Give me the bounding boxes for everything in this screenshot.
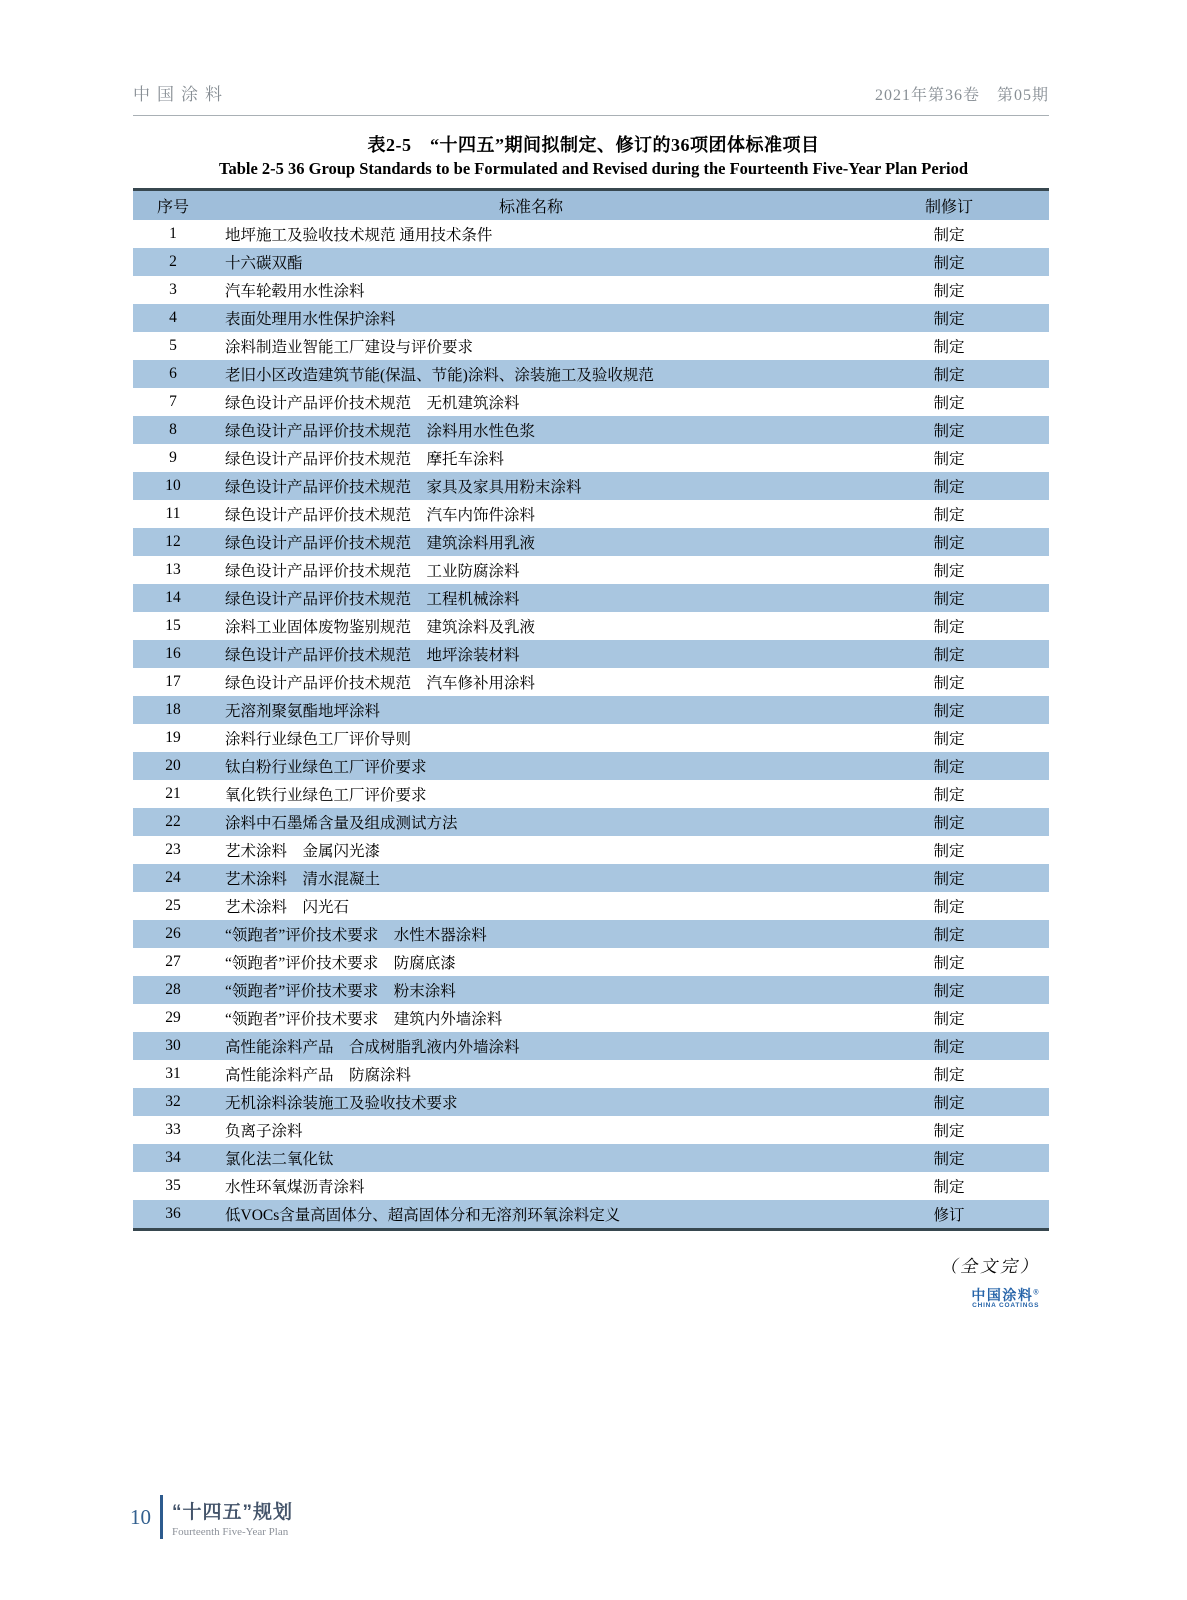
row-number: 35 xyxy=(165,1177,181,1194)
status-value: 制定 xyxy=(933,367,965,384)
status-value: 制定 xyxy=(933,703,965,720)
standard-name: 绿色设计产品评价技术规范 地坪涂装材料 xyxy=(225,647,520,664)
col-header-no: 序号 xyxy=(156,199,189,216)
table-row xyxy=(133,780,1049,808)
standards-table xyxy=(133,188,1049,1231)
row-number: 14 xyxy=(165,589,181,606)
table-row xyxy=(133,808,1049,836)
table-row xyxy=(133,752,1049,780)
row-number: 19 xyxy=(165,729,181,746)
table-row xyxy=(133,1032,1049,1060)
status-value: 制定 xyxy=(933,339,965,356)
status-value: 制定 xyxy=(933,927,965,944)
table-row xyxy=(133,1172,1049,1200)
standard-name: 十六碳双酯 xyxy=(225,255,303,272)
table-row xyxy=(133,472,1049,500)
standard-name: 汽车轮毂用水性涂料 xyxy=(225,283,365,300)
status-value: 制定 xyxy=(933,955,965,972)
row-number: 10 xyxy=(165,477,181,494)
status-value: 制定 xyxy=(933,815,965,832)
row-number: 24 xyxy=(165,869,181,886)
status-value: 制定 xyxy=(933,311,965,328)
standard-name: 氧化铁行业绿色工厂评价要求 xyxy=(225,787,427,804)
status-value: 制定 xyxy=(933,787,965,804)
standard-name: 氯化法二氧化钛 xyxy=(225,1151,334,1168)
table-row xyxy=(133,528,1049,556)
status-value: 制定 xyxy=(933,227,965,244)
table-row xyxy=(133,220,1049,248)
standard-name: 钛白粉行业绿色工厂评价要求 xyxy=(225,759,427,776)
standard-name: 绿色设计产品评价技术规范 建筑涂料用乳液 xyxy=(225,535,536,552)
row-number: 12 xyxy=(165,533,181,550)
logo-en-text: CHINA COATINGS xyxy=(972,1301,1040,1309)
china-coatings-logo xyxy=(971,1288,1040,1310)
standard-name: 绿色设计产品评价技术规范 无机建筑涂料 xyxy=(225,395,520,412)
standard-name: 高性能涂料产品 合成树脂乳液内外墙涂料 xyxy=(225,1039,520,1056)
row-number: 31 xyxy=(165,1065,181,1082)
logo-zh-text: 中国涂料® xyxy=(971,1287,1040,1303)
standard-name: “领跑者”评价技术要求 水性木器涂料 xyxy=(225,927,487,944)
standard-name: 高性能涂料产品 防腐涂料 xyxy=(225,1067,412,1084)
table-row xyxy=(133,248,1049,276)
status-value: 制定 xyxy=(933,619,965,636)
table-row xyxy=(133,388,1049,416)
table-row xyxy=(133,360,1049,388)
standard-name: 涂料行业绿色工厂评价导则 xyxy=(225,731,412,748)
row-number: 29 xyxy=(165,1009,181,1026)
table-row xyxy=(133,556,1049,584)
row-number: 28 xyxy=(165,981,181,998)
status-value: 制定 xyxy=(933,283,965,300)
standard-name: “领跑者”评价技术要求 粉末涂料 xyxy=(225,983,456,1000)
standard-name: 老旧小区改造建筑节能(保温、节能)涂料、涂装施工及验收规范 xyxy=(225,367,654,384)
table-row xyxy=(133,276,1049,304)
row-number: 15 xyxy=(165,617,181,634)
standard-name: 无溶剂聚氨酯地坪涂料 xyxy=(225,703,381,720)
status-value: 制定 xyxy=(933,675,965,692)
table-row xyxy=(133,668,1049,696)
row-number: 32 xyxy=(165,1093,181,1110)
status-value: 修订 xyxy=(933,1207,965,1224)
status-value: 制定 xyxy=(933,759,965,776)
table-body xyxy=(133,220,1049,1228)
table-row xyxy=(133,976,1049,1004)
status-value: 制定 xyxy=(933,1123,965,1140)
table-row xyxy=(133,416,1049,444)
status-value: 制定 xyxy=(933,395,965,412)
table-row xyxy=(133,304,1049,332)
row-number: 36 xyxy=(165,1205,181,1222)
table-row xyxy=(133,920,1049,948)
status-value: 制定 xyxy=(933,899,965,916)
section-title-en: Fourteenth Five-Year Plan xyxy=(172,1525,289,1538)
table-row xyxy=(133,332,1049,360)
standard-name: 艺术涂料 闪光石 xyxy=(225,899,350,916)
table-row xyxy=(133,640,1049,668)
table-row xyxy=(133,836,1049,864)
running-head xyxy=(133,80,1049,116)
status-value: 制定 xyxy=(933,1011,965,1028)
row-number: 26 xyxy=(165,925,181,942)
status-value: 制定 xyxy=(933,535,965,552)
table-row xyxy=(133,584,1049,612)
table-row xyxy=(133,1144,1049,1172)
table-row xyxy=(133,1200,1049,1228)
status-value: 制定 xyxy=(933,871,965,888)
standard-name: “领跑者”评价技术要求 防腐底漆 xyxy=(225,955,456,972)
status-value: 制定 xyxy=(933,423,965,440)
row-number: 33 xyxy=(165,1121,181,1138)
row-number: 16 xyxy=(165,645,181,662)
end-of-article-note: （全文完） xyxy=(940,1257,1040,1276)
table-header-row xyxy=(133,191,1049,220)
table-row xyxy=(133,892,1049,920)
table-row xyxy=(133,724,1049,752)
row-number: 20 xyxy=(165,757,181,774)
status-value: 制定 xyxy=(933,1095,965,1112)
status-value: 制定 xyxy=(933,731,965,748)
page-number: 10 xyxy=(130,1504,151,1529)
status-value: 制定 xyxy=(933,1151,965,1168)
row-number: 17 xyxy=(165,673,181,690)
table-title-zh: 表2-5 “十四五”期间拟制定、修订的36项团体标准项目 xyxy=(367,135,820,155)
row-number: 13 xyxy=(165,561,181,578)
table-row xyxy=(133,1060,1049,1088)
status-value: 制定 xyxy=(933,591,965,608)
row-number: 2 xyxy=(169,253,177,270)
status-value: 制定 xyxy=(933,1179,965,1196)
status-value: 制定 xyxy=(933,255,965,272)
row-number: 3 xyxy=(169,281,177,298)
table-row xyxy=(133,864,1049,892)
standard-name: 艺术涂料 金属闪光漆 xyxy=(225,843,381,860)
table-row xyxy=(133,948,1049,976)
issue-info: 2021年第36卷 第05期 xyxy=(874,87,1049,104)
table-row xyxy=(133,696,1049,724)
row-number: 8 xyxy=(169,421,177,438)
status-value: 制定 xyxy=(933,843,965,860)
row-number: 27 xyxy=(165,953,181,970)
status-value: 制定 xyxy=(933,563,965,580)
table-row xyxy=(133,612,1049,640)
row-number: 30 xyxy=(165,1037,181,1054)
row-number: 4 xyxy=(169,309,177,326)
row-number: 25 xyxy=(165,897,181,914)
status-value: 制定 xyxy=(933,1039,965,1056)
row-number: 6 xyxy=(169,365,177,382)
row-number: 5 xyxy=(169,337,177,354)
table-row xyxy=(133,1088,1049,1116)
standard-name: 涂料工业固体废物鉴别规范 建筑涂料及乳液 xyxy=(225,619,536,636)
row-number: 1 xyxy=(169,225,177,242)
col-header-name: 标准名称 xyxy=(498,199,563,216)
standard-name: 绿色设计产品评价技术规范 涂料用水性色浆 xyxy=(225,423,536,440)
standard-name: 绿色设计产品评价技术规范 摩托车涂料 xyxy=(225,451,505,468)
table-title-en: Table 2-5 36 Group Standards to be Formulated and Revised during the Fourteenth Five-Year Plan Period xyxy=(218,159,969,178)
col-header-status: 制修订 xyxy=(924,199,973,216)
standard-name: 水性环氧煤沥青涂料 xyxy=(225,1179,365,1196)
row-number: 9 xyxy=(169,449,177,466)
standard-name: 绿色设计产品评价技术规范 汽车内饰件涂料 xyxy=(225,507,536,524)
status-value: 制定 xyxy=(933,1067,965,1084)
standard-name: 绿色设计产品评价技术规范 工业防腐涂料 xyxy=(225,563,520,580)
standard-name: 负离子涂料 xyxy=(225,1123,303,1140)
standard-name: 艺术涂料 清水混凝土 xyxy=(225,871,381,888)
status-value: 制定 xyxy=(933,479,965,496)
footer-divider-bar xyxy=(160,1495,163,1539)
row-number: 23 xyxy=(165,841,181,858)
standard-name: 绿色设计产品评价技术规范 汽车修补用涂料 xyxy=(225,675,536,692)
page-footer xyxy=(130,1495,293,1539)
row-number: 21 xyxy=(165,785,181,802)
status-value: 制定 xyxy=(933,451,965,468)
standard-name: 涂料制造业智能工厂建设与评价要求 xyxy=(225,339,474,356)
row-number: 34 xyxy=(165,1149,181,1166)
standard-name: 绿色设计产品评价技术规范 工程机械涂料 xyxy=(225,591,520,608)
status-value: 制定 xyxy=(933,507,965,524)
standard-name: 涂料中石墨烯含量及组成测试方法 xyxy=(225,815,458,832)
row-number: 11 xyxy=(165,505,181,522)
status-value: 制定 xyxy=(933,647,965,664)
standard-name: 无机涂料涂装施工及验收技术要求 xyxy=(225,1095,458,1112)
standard-name: 绿色设计产品评价技术规范 家具及家具用粉末涂料 xyxy=(225,479,582,496)
status-value: 制定 xyxy=(933,983,965,1000)
journal-name: 中国涂料 xyxy=(133,85,229,104)
row-number: 22 xyxy=(165,813,181,830)
standard-name: 地坪施工及验收技术规范 通用技术条件 xyxy=(225,227,493,244)
standard-name: “领跑者”评价技术要求 建筑内外墙涂料 xyxy=(225,1011,503,1028)
table-row xyxy=(133,444,1049,472)
table-row xyxy=(133,1004,1049,1032)
table-row xyxy=(133,1116,1049,1144)
section-label xyxy=(172,1497,293,1538)
section-title-zh: “十四五”规划 xyxy=(172,1501,294,1523)
standard-name: 表面处理用水性保护涂料 xyxy=(225,311,396,328)
row-number: 18 xyxy=(165,701,181,718)
table-row xyxy=(133,500,1049,528)
standard-name: 低VOCs含量高固体分、超高固体分和无溶剂环氧涂料定义 xyxy=(225,1207,621,1224)
row-number: 7 xyxy=(169,393,177,410)
